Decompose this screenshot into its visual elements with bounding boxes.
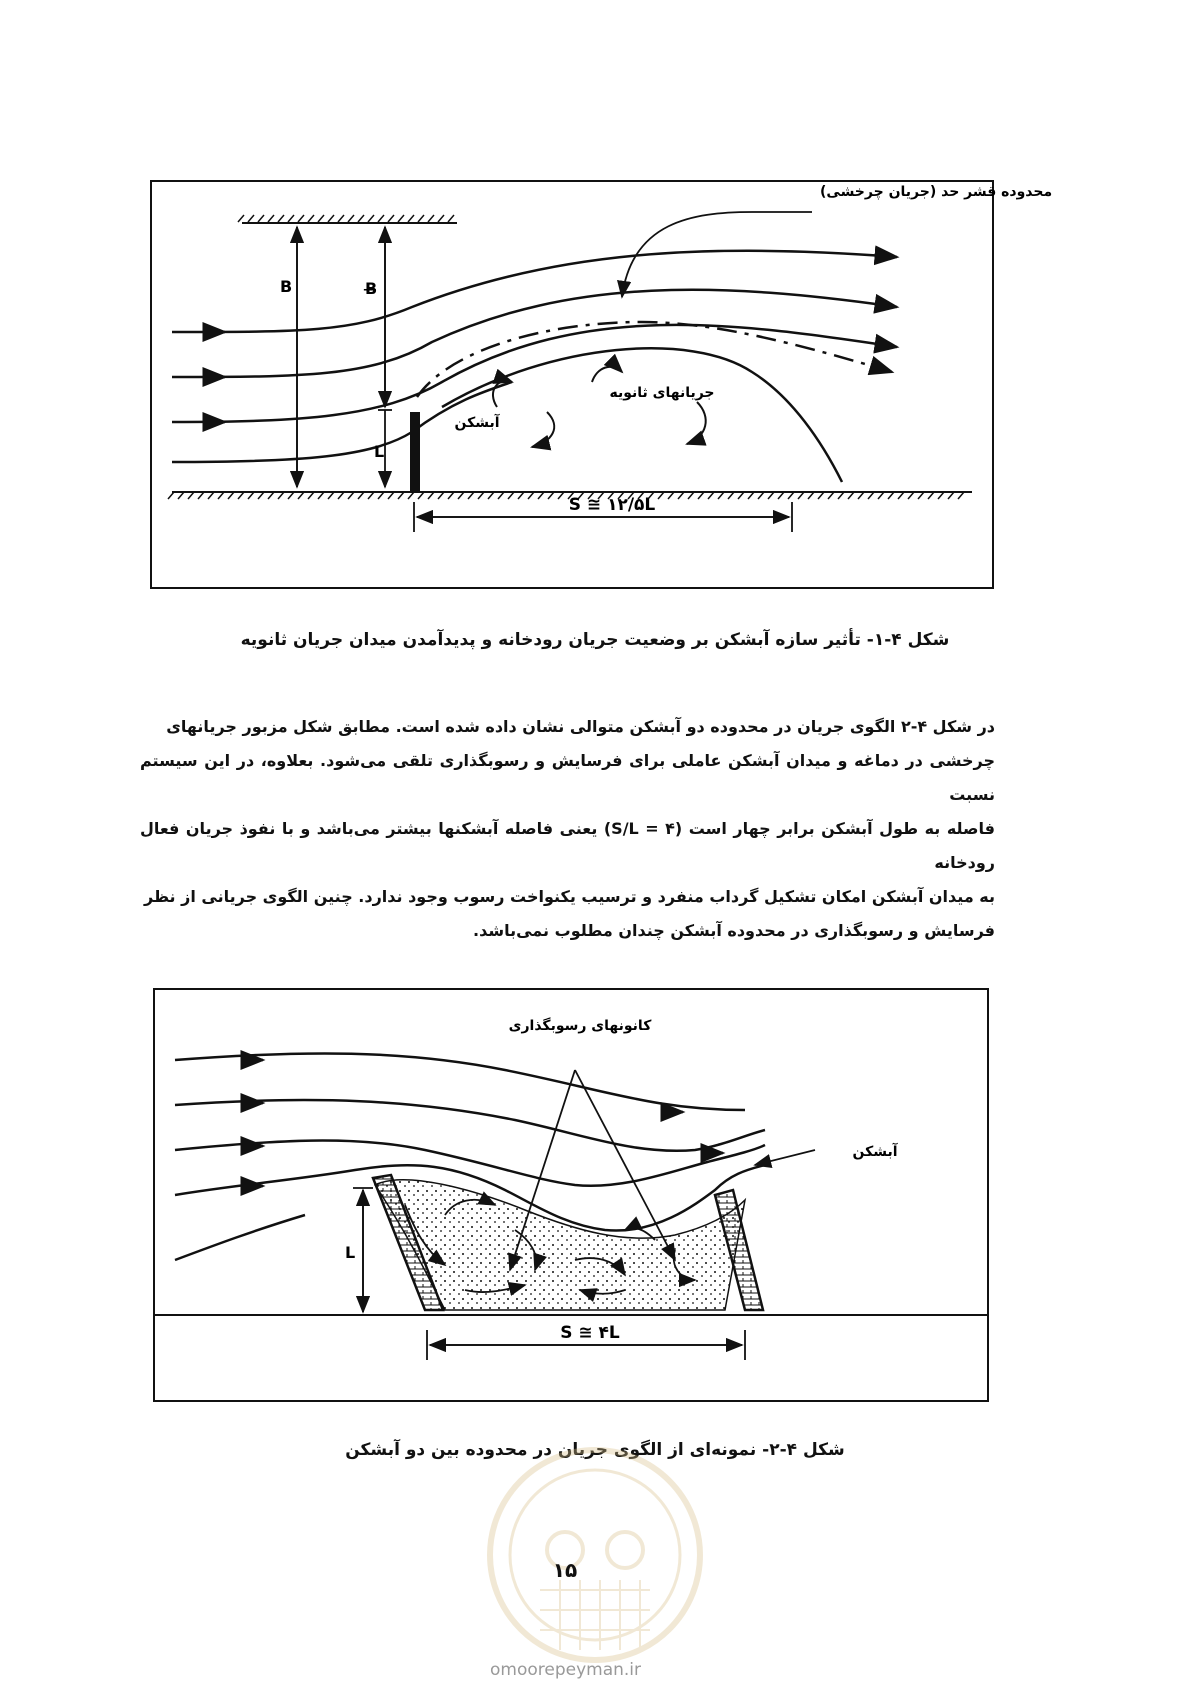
spur-structure <box>410 412 420 492</box>
spur-label: آبشکن <box>852 1144 898 1160</box>
deposition-centers-label: کانونهای رسوبگذاری <box>508 1018 652 1034</box>
paragraph-line: فاصله به طول آبشکن برابر چهار است (۴ = S/L) یعنی فاصله آبشکنها بیشتر می‌باشد و با نفوذ جریان فعال رودخانه <box>140 819 996 872</box>
top-boundary <box>238 215 457 223</box>
secondary-currents-label: جریانهای ثانویه <box>609 385 715 401</box>
paragraph-line: فرسایش و رسوبگذاری در محدوده آبشکن چندان مطلوب نمی‌باشد. <box>473 921 995 940</box>
figure-2-caption: شکل ۴-۲- نمونه‌ای از الگوی جریان در محدوده بین دو آبشکن <box>345 1440 845 1460</box>
label-B: B <box>280 277 293 296</box>
secondary-eddies <box>493 367 706 447</box>
figure-1-diagram <box>152 182 1053 587</box>
figure-2 <box>153 988 989 1402</box>
label-b: B̶ <box>365 279 378 298</box>
figure-1-caption: شکل ۴-۱- تأثیر سازه آبشکن بر وضعیت جریان رودخانه و پدیدآمدن میدان جریان ثانویه <box>240 630 950 650</box>
spacing-label: S ≅ ۴L <box>560 1323 620 1343</box>
dimension-lines <box>297 212 812 532</box>
label-L: L <box>374 442 385 461</box>
label-L: L <box>345 1243 356 1262</box>
paragraph-line: در شکل ۴-۲ الگوی جریان در محدوده دو آبشکن متوالی نشان داده شده است. مطابق شکل مزبور جریانهای <box>166 717 995 736</box>
figure-2-diagram <box>155 990 987 1400</box>
page-number: ۱۵ <box>552 1558 578 1582</box>
watermark-logo <box>480 1440 710 1670</box>
figure-1 <box>150 180 1053 589</box>
body-paragraph <box>140 710 995 948</box>
paragraph-line: چرخشی در دماغه و میدان آبشکن عاملی برای فرسایش و رسوبگذاری تلقی می‌شود. بعلاوه، در این سیستم نسبت <box>140 751 995 804</box>
spacing-label: S ≅ ۱۲/۵L <box>568 495 656 515</box>
paragraph-line: به میدان آبشکن امکان تشکیل گرداب منفرد و ترسیب یکنواخت رسوب وجود ندارد. چنین الگوی جریانی از نظر <box>144 887 995 906</box>
spur-label: آبشکن <box>454 415 500 431</box>
boundary-layer-label: محدوده قشر حد (جریان چرخشی) <box>820 184 1053 200</box>
site-watermark: omoorepeyman.ir <box>490 1660 642 1680</box>
